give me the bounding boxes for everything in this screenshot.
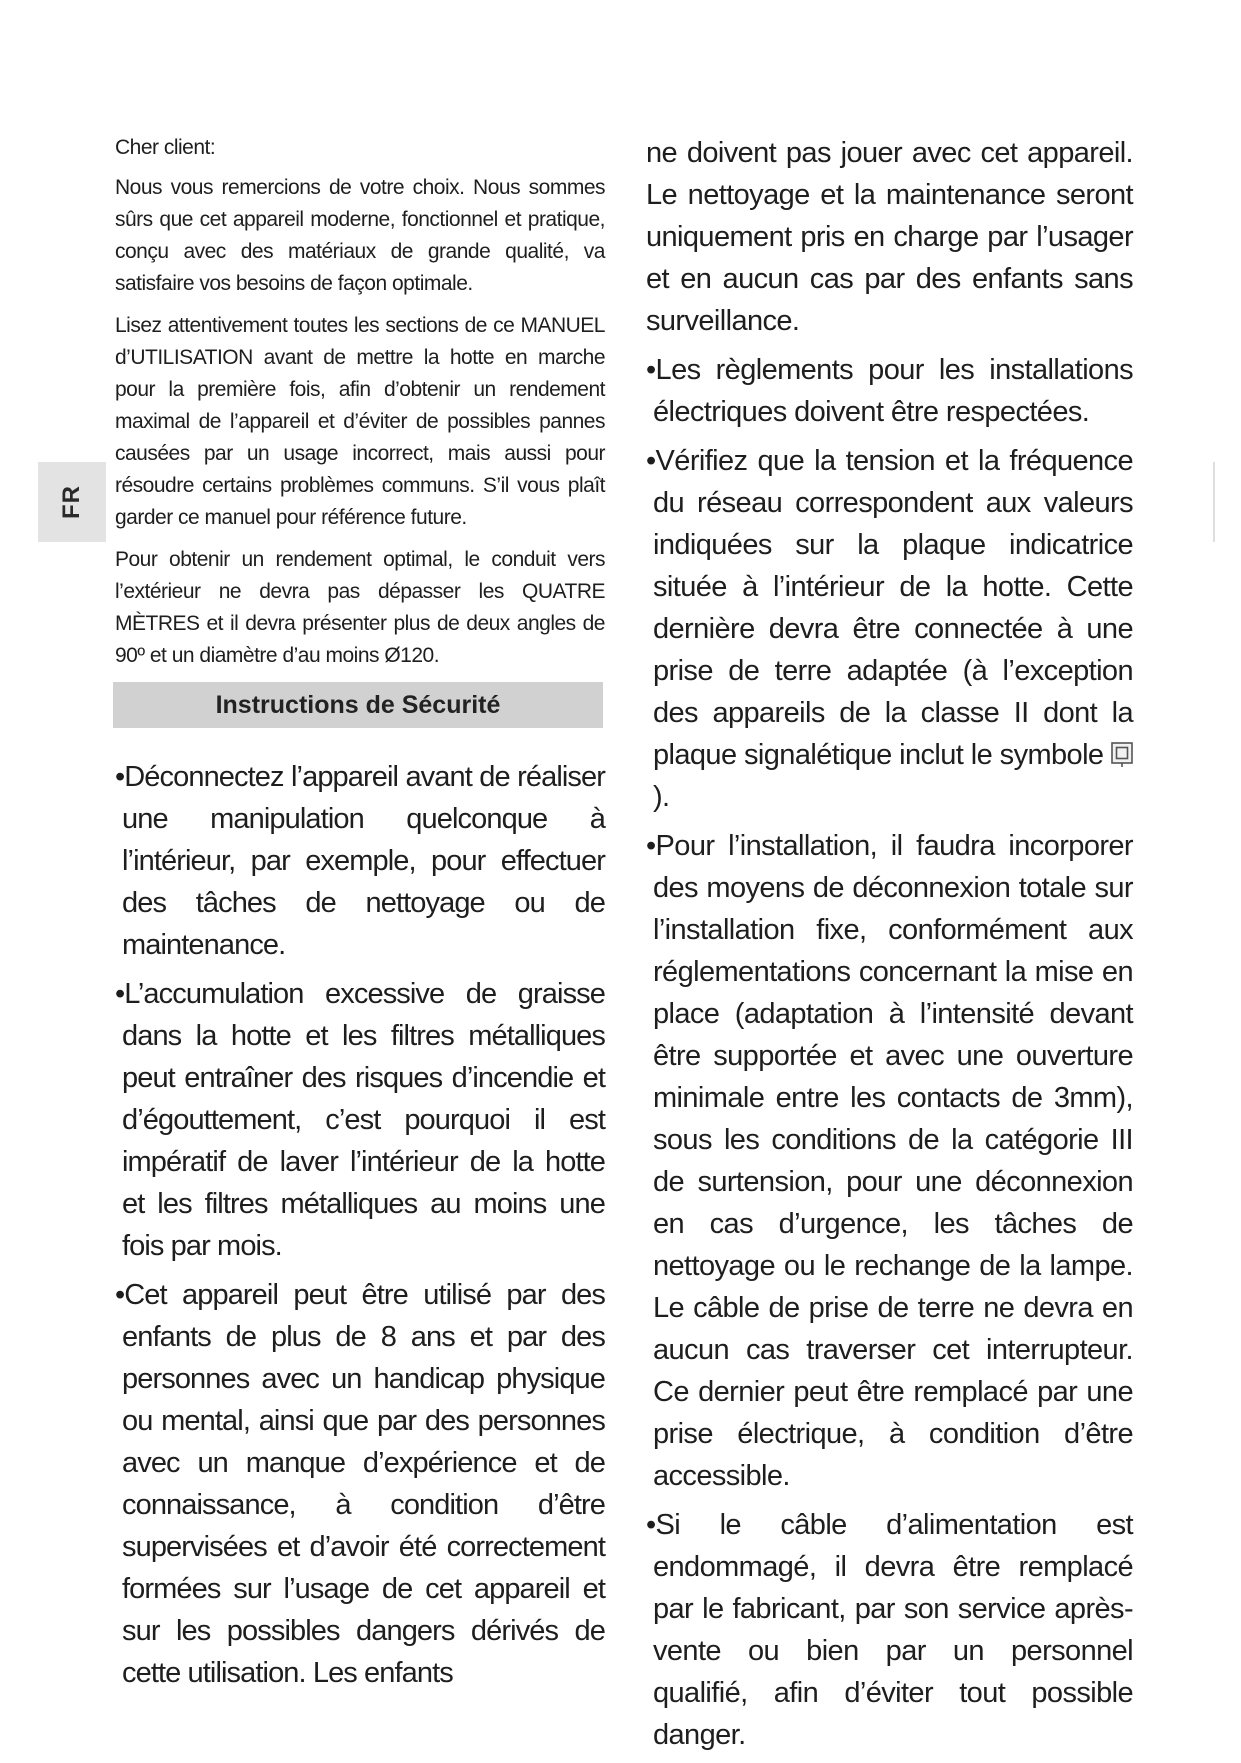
voltage-text: •Vérifiez que la tension et la fréquence du réseau correspondent aux valeurs indiquées sur la plaque indicatrice située à l’intérieur de la hotte. Cette dernière devra être connectée à une prise de terre adaptée (à l’exception des appareils de la classe II dont la plaque signalétique inclut le symbole: [646, 445, 1133, 771]
voltage-text-end: ).: [653, 781, 670, 813]
intro-paragraph-1: Nous vous remercions de votre choix. Nous sommes sûrs que cet appareil moderne, fonctionnel et pratique, conçu avec des matériaux de grande qualité, va satisfaire vos besoins de façon optimale.: [115, 176, 605, 295]
language-tab: [38, 462, 106, 542]
safety-item-children-continued: ne doivent pas jouer avec cet appareil. Le nettoyage et la maintenance seront uniquement pris en charge par l’usager et en aucun cas par des enfants sans surveillance.: [646, 137, 1133, 337]
safety-item-installation: •Pour l’installation, il faudra incorporer des moyens de déconnexion totale sur l’installation fixe, conformément aux réglementations concernant la mise en place (adaptation à l’intensité devant être supportée et avec une ouverture minimale entre les contacts de 3mm), sous les conditions de la catégorie III de surtension, pour une déconnexion en cas d’urgence, les tâches de nettoyage ou le rechange de la lampe. Le câble de prise de terre ne devra en aucun cas traverser cet interrupteur. Ce dernier peut être remplacé par une prise électrique, à condition d’être accessible.: [646, 830, 1133, 1492]
safety-item-disconnect: •Déconnectez l’appareil avant de réaliser une manipulation quelconque à l’intérieur, par exemple, pour effectuer des tâches de nettoyage ou de maintenance.: [115, 761, 605, 961]
safety-item-children: •Cet appareil peut être utilisé par des enfants de plus de 8 ans et par des personnes avec un handicap physique ou mental, ainsi que par des personnes avec un manque d’expérience et de connaissance, à condition d’être supervisées et d’avoir été correctement formées sur l’usage de cet appareil et sur les possibles dangers dérivés de cette utilisation. Les enfants: [115, 1279, 605, 1689]
left-column: [115, 132, 605, 1701]
safety-item-grease: •L’accumulation excessive de graisse dans la hotte et les filtres métalliques peut entraîner des risques d’incendie et d’égouttement, c’est pourquoi il est impératif de laver l’intérieur de la hotte et les filtres métalliques au moins une fois par mois.: [115, 978, 605, 1262]
safety-item-power-cable: •Si le câble d’alimentation est endommagé, il devra être remplacé par le fabricant, par son service après-vente ou bien par un personnel qualifié, afin d’éviter tout possible danger.: [646, 1509, 1133, 1751]
safety-item-voltage: [646, 440, 1133, 818]
intro-paragraph-2: Lisez attentivement toutes les sections de ce MANUEL d’UTILISATION avant de mettre la hotte en marche pour la première fois, afin d’obtenir un rendement maximal de l’appareil et d’éviter de possibles pannes causées par un usage incorrect, mais aussi pour résoudre certains problèmes communs. S’il vous plaît garder ce manuel pour référence future.: [115, 314, 605, 529]
intro-section: [115, 132, 605, 672]
safety-list-right: [646, 132, 1133, 1756]
safety-list-left: [115, 756, 605, 1694]
class-ii-symbol-icon: [1111, 742, 1133, 768]
intro-paragraph-3: Pour obtenir un rendement optimal, le conduit vers l’extérieur ne devra pas dépasser les QUATRE MÈTRES et il devra présenter plus de deux angles de 90º et un diamètre d’au moins Ø120.: [115, 548, 605, 667]
right-column: [646, 132, 1133, 1763]
language-label: FR: [58, 485, 85, 519]
greeting: Cher client:: [115, 136, 216, 159]
safety-heading: Instructions de Sécurité: [113, 682, 603, 728]
page-edge-mark: [1213, 462, 1215, 542]
safety-item-regulations: •Les règlements pour les installations électriques doivent être respectées.: [646, 354, 1133, 428]
